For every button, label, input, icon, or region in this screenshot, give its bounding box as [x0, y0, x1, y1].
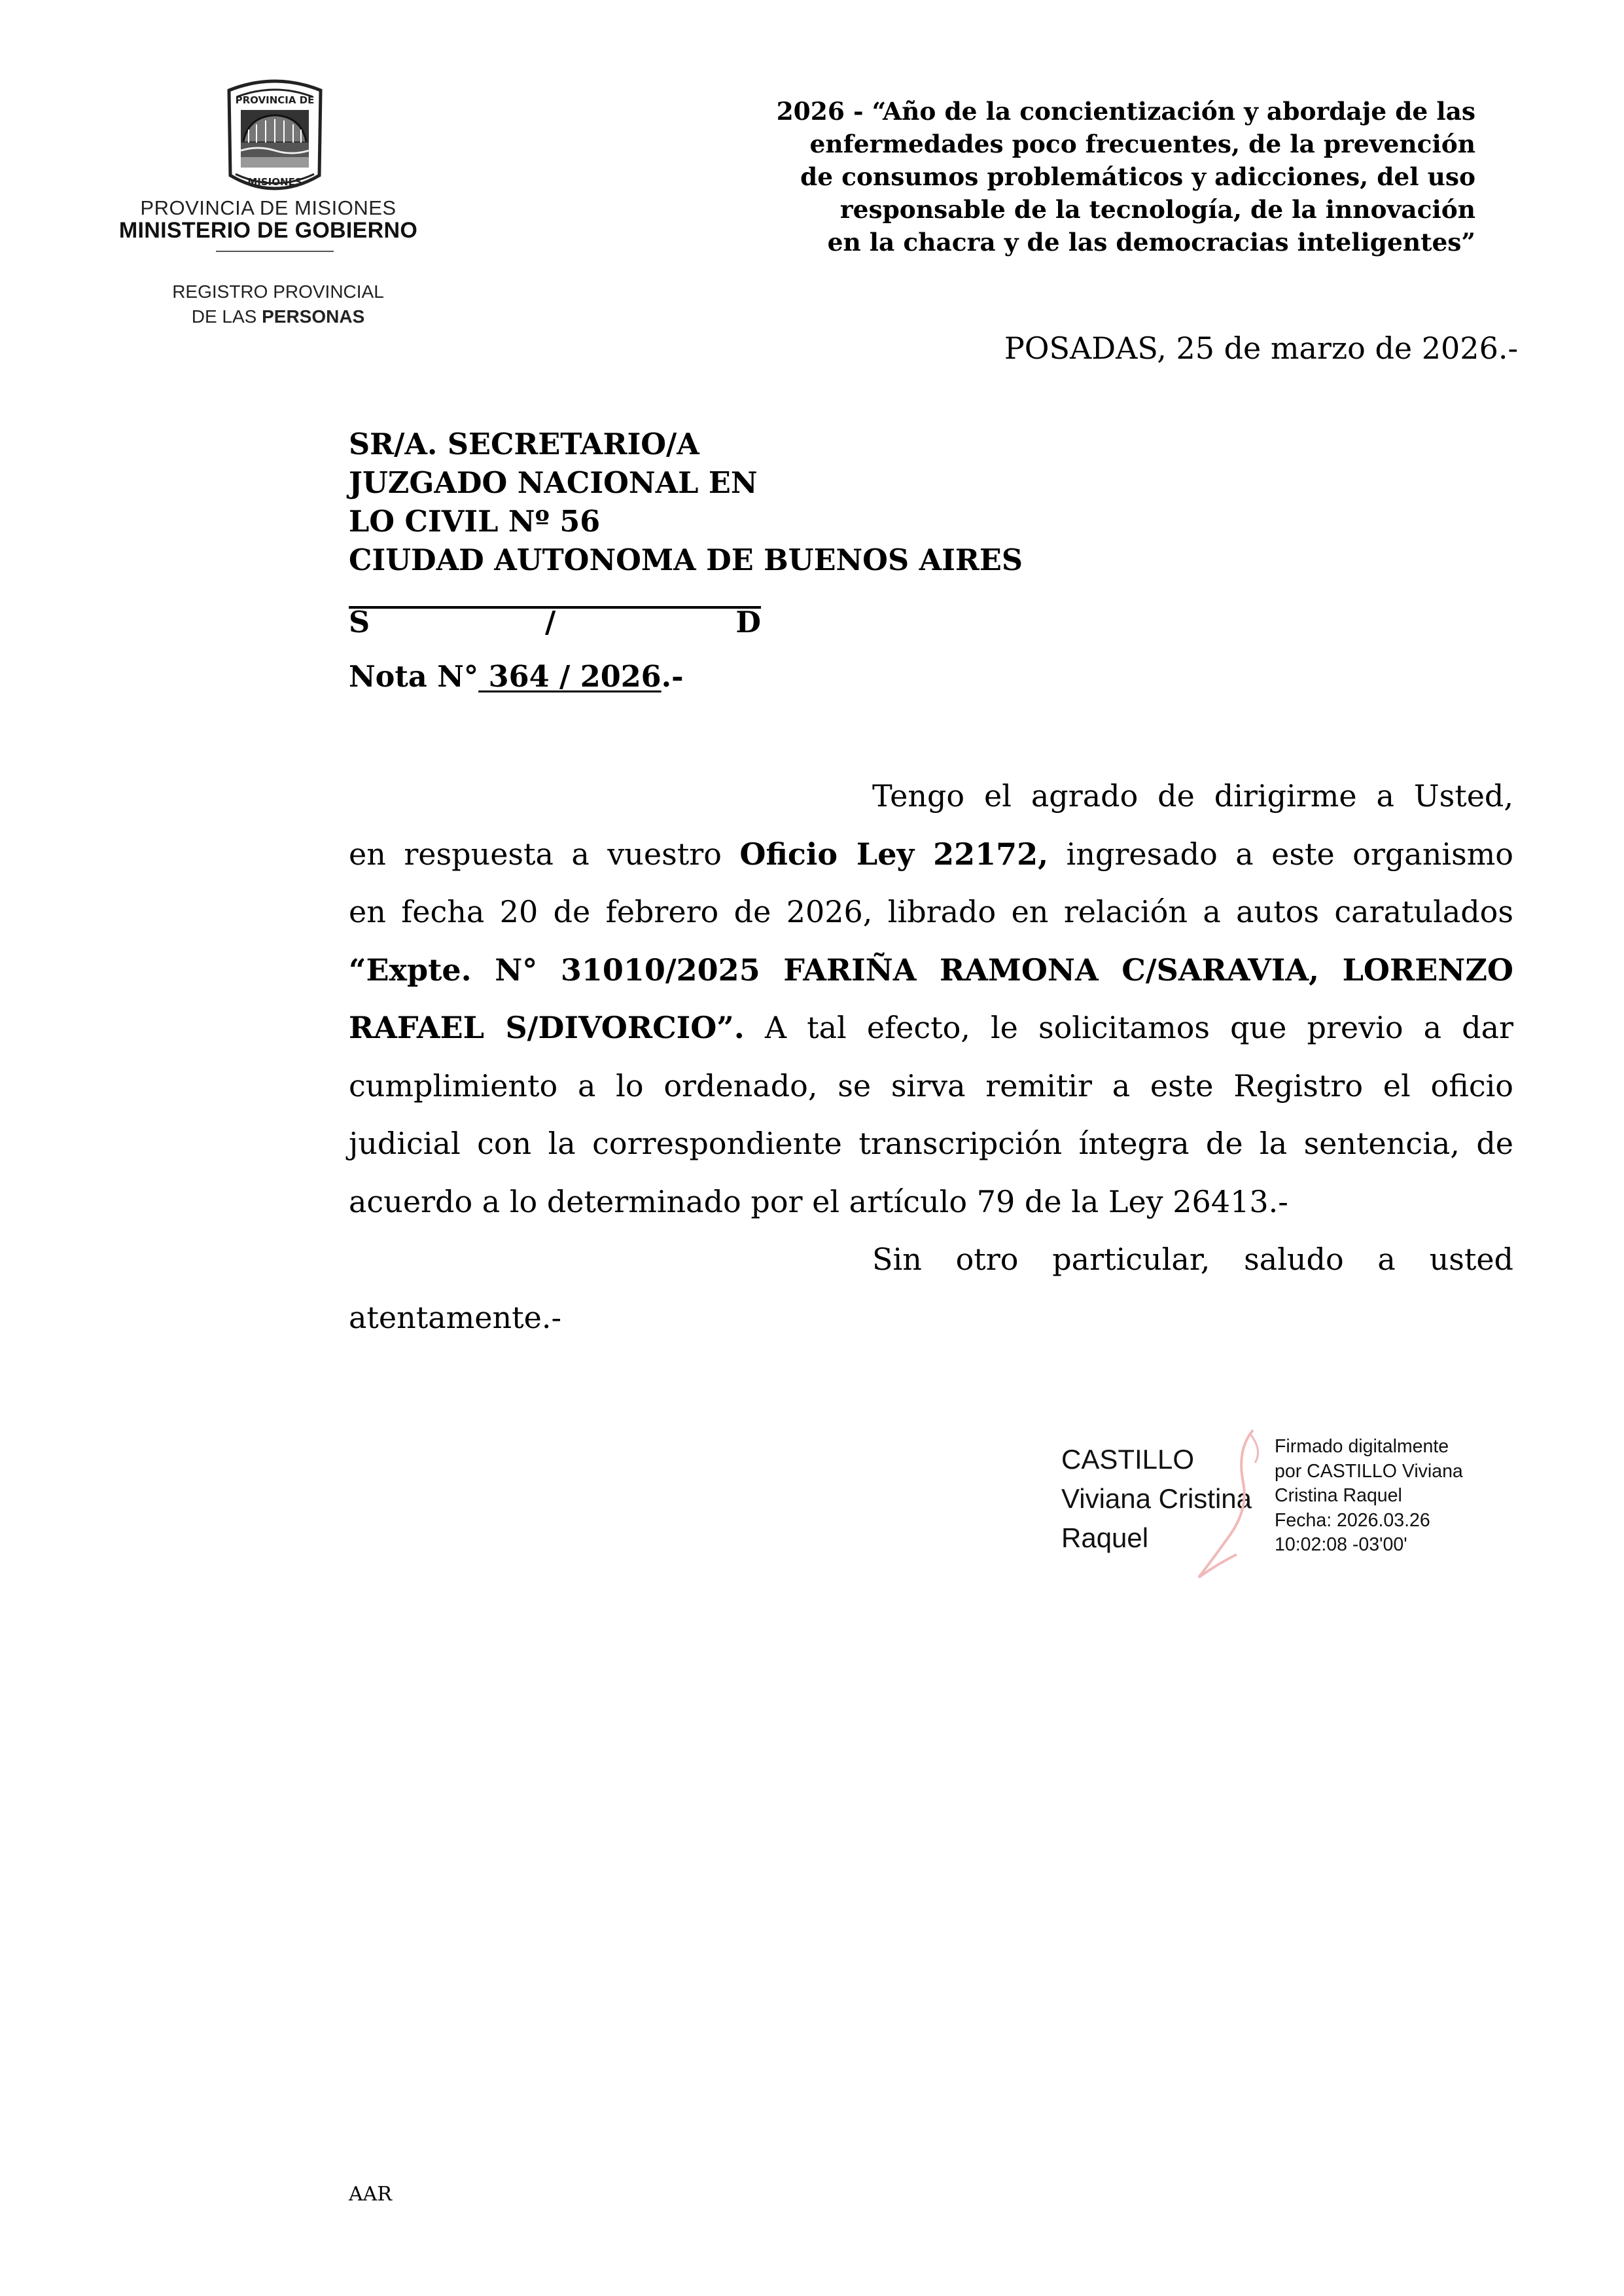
year-motto [654, 95, 1475, 259]
body-line: acuerdo a lo determinado por el artículo 79 de la Ley 26413.- [349, 1183, 1288, 1219]
document-date: POSADAS, 25 de marzo de 2026.- [1004, 331, 1518, 366]
signature-info-line: Firmado digitalmente [1275, 1436, 1449, 1457]
registry-line-2 [105, 306, 451, 327]
sd-slash: / [545, 605, 556, 639]
addressee-line: JUZGADO NACIONAL EN [349, 466, 758, 500]
registry-line-2-bold: PERSONAS [262, 306, 365, 327]
note-suffix: .- [661, 660, 684, 694]
note-prefix: Nota N° [349, 660, 479, 694]
addressee-line: CIUDAD AUTONOMA DE BUENOS AIRES [349, 543, 1023, 577]
crest-text-top: PROVINCIA DE [235, 94, 315, 106]
note-number-value: 364 / 2026 [478, 660, 662, 694]
signature-info-line: Fecha: 2026.03.26 [1275, 1509, 1430, 1531]
sd-underline [349, 605, 761, 639]
motto-line: 2026 - “Año de la concientización y abordaje de las [776, 97, 1475, 126]
body-text-bold: Oficio Ley 22172, [739, 836, 1049, 872]
body-line: cumplimiento a lo ordenado, se sirva remitir a este Registro el oficio [349, 1067, 1513, 1103]
ministry-divider [216, 251, 334, 252]
letter-body [349, 767, 1513, 1346]
signer-name-line: Viviana Cristina [1061, 1483, 1252, 1514]
sd-d: D [735, 605, 761, 639]
body-line: en fecha 20 de febrero de 2026, librado en relación a autos caratulados [349, 894, 1513, 929]
addressee-line: LO CIVIL Nº 56 [349, 505, 601, 539]
note-number [349, 660, 684, 694]
motto-line: responsable de la tecnología, de la innovación [839, 195, 1475, 224]
body-line: atentamente.- [349, 1299, 562, 1335]
digital-signature-info [1275, 1435, 1463, 1558]
body-text: A tal efecto, le solicitamos que previo a dar [744, 1010, 1513, 1045]
addressee-sd-line [349, 580, 1265, 639]
signer-name-line: Raquel [1061, 1522, 1149, 1553]
footer-initials: AAR [349, 2183, 392, 2206]
addressee-line: SR/A. SECRETARIO/A [349, 427, 699, 461]
crest-text-bottom: MISIONES [247, 176, 302, 188]
addressee-block [349, 425, 1265, 639]
body-line: Sin otro particular, saludo a usted [872, 1242, 1513, 1277]
body-line-case-title: “Expte. N° 31010/2025 FARIÑA RAMONA C/SARAVIA, LORENZO [349, 952, 1513, 988]
motto-line: en la chacra y de las democracias inteligentes” [827, 228, 1475, 257]
signature-info-line: por CASTILLO Viviana [1275, 1460, 1463, 1482]
body-line: judicial con la correspondiente transcripción íntegra de la sentencia, de [349, 1126, 1513, 1161]
body-line: Tengo el agrado de dirigirme a Usted, [872, 778, 1513, 814]
motto-line: de consumos problemáticos y adicciones, del uso [800, 162, 1475, 191]
provincial-crest-icon [209, 77, 340, 198]
body-line [349, 825, 1513, 884]
ministry-name: MINISTERIO DE GOBIERNO [118, 218, 418, 243]
signature-info-line: 10:02:08 -03'00' [1275, 1534, 1407, 1555]
motto-line: enfermedades poco frecuentes, de la prevención [809, 130, 1475, 158]
body-text: ingresado a este organismo [1048, 836, 1513, 872]
registry-line-1: REGISTRO PROVINCIAL [172, 281, 384, 302]
sd-s: S [349, 605, 370, 639]
signature-info-line: Cristina Raquel [1275, 1485, 1402, 1506]
registry-line-2-prefix: DE LAS [191, 306, 257, 327]
signer-name-line: CASTILLO [1061, 1444, 1195, 1475]
digital-signature-mark-icon [1191, 1424, 1276, 1587]
province-name: PROVINCIA DE MISIONES [140, 196, 397, 219]
body-text: en respuesta a vuestro [349, 836, 740, 872]
body-line [349, 999, 1513, 1057]
body-text-bold: RAFAEL S/DIVORCIO”. [349, 1010, 745, 1045]
